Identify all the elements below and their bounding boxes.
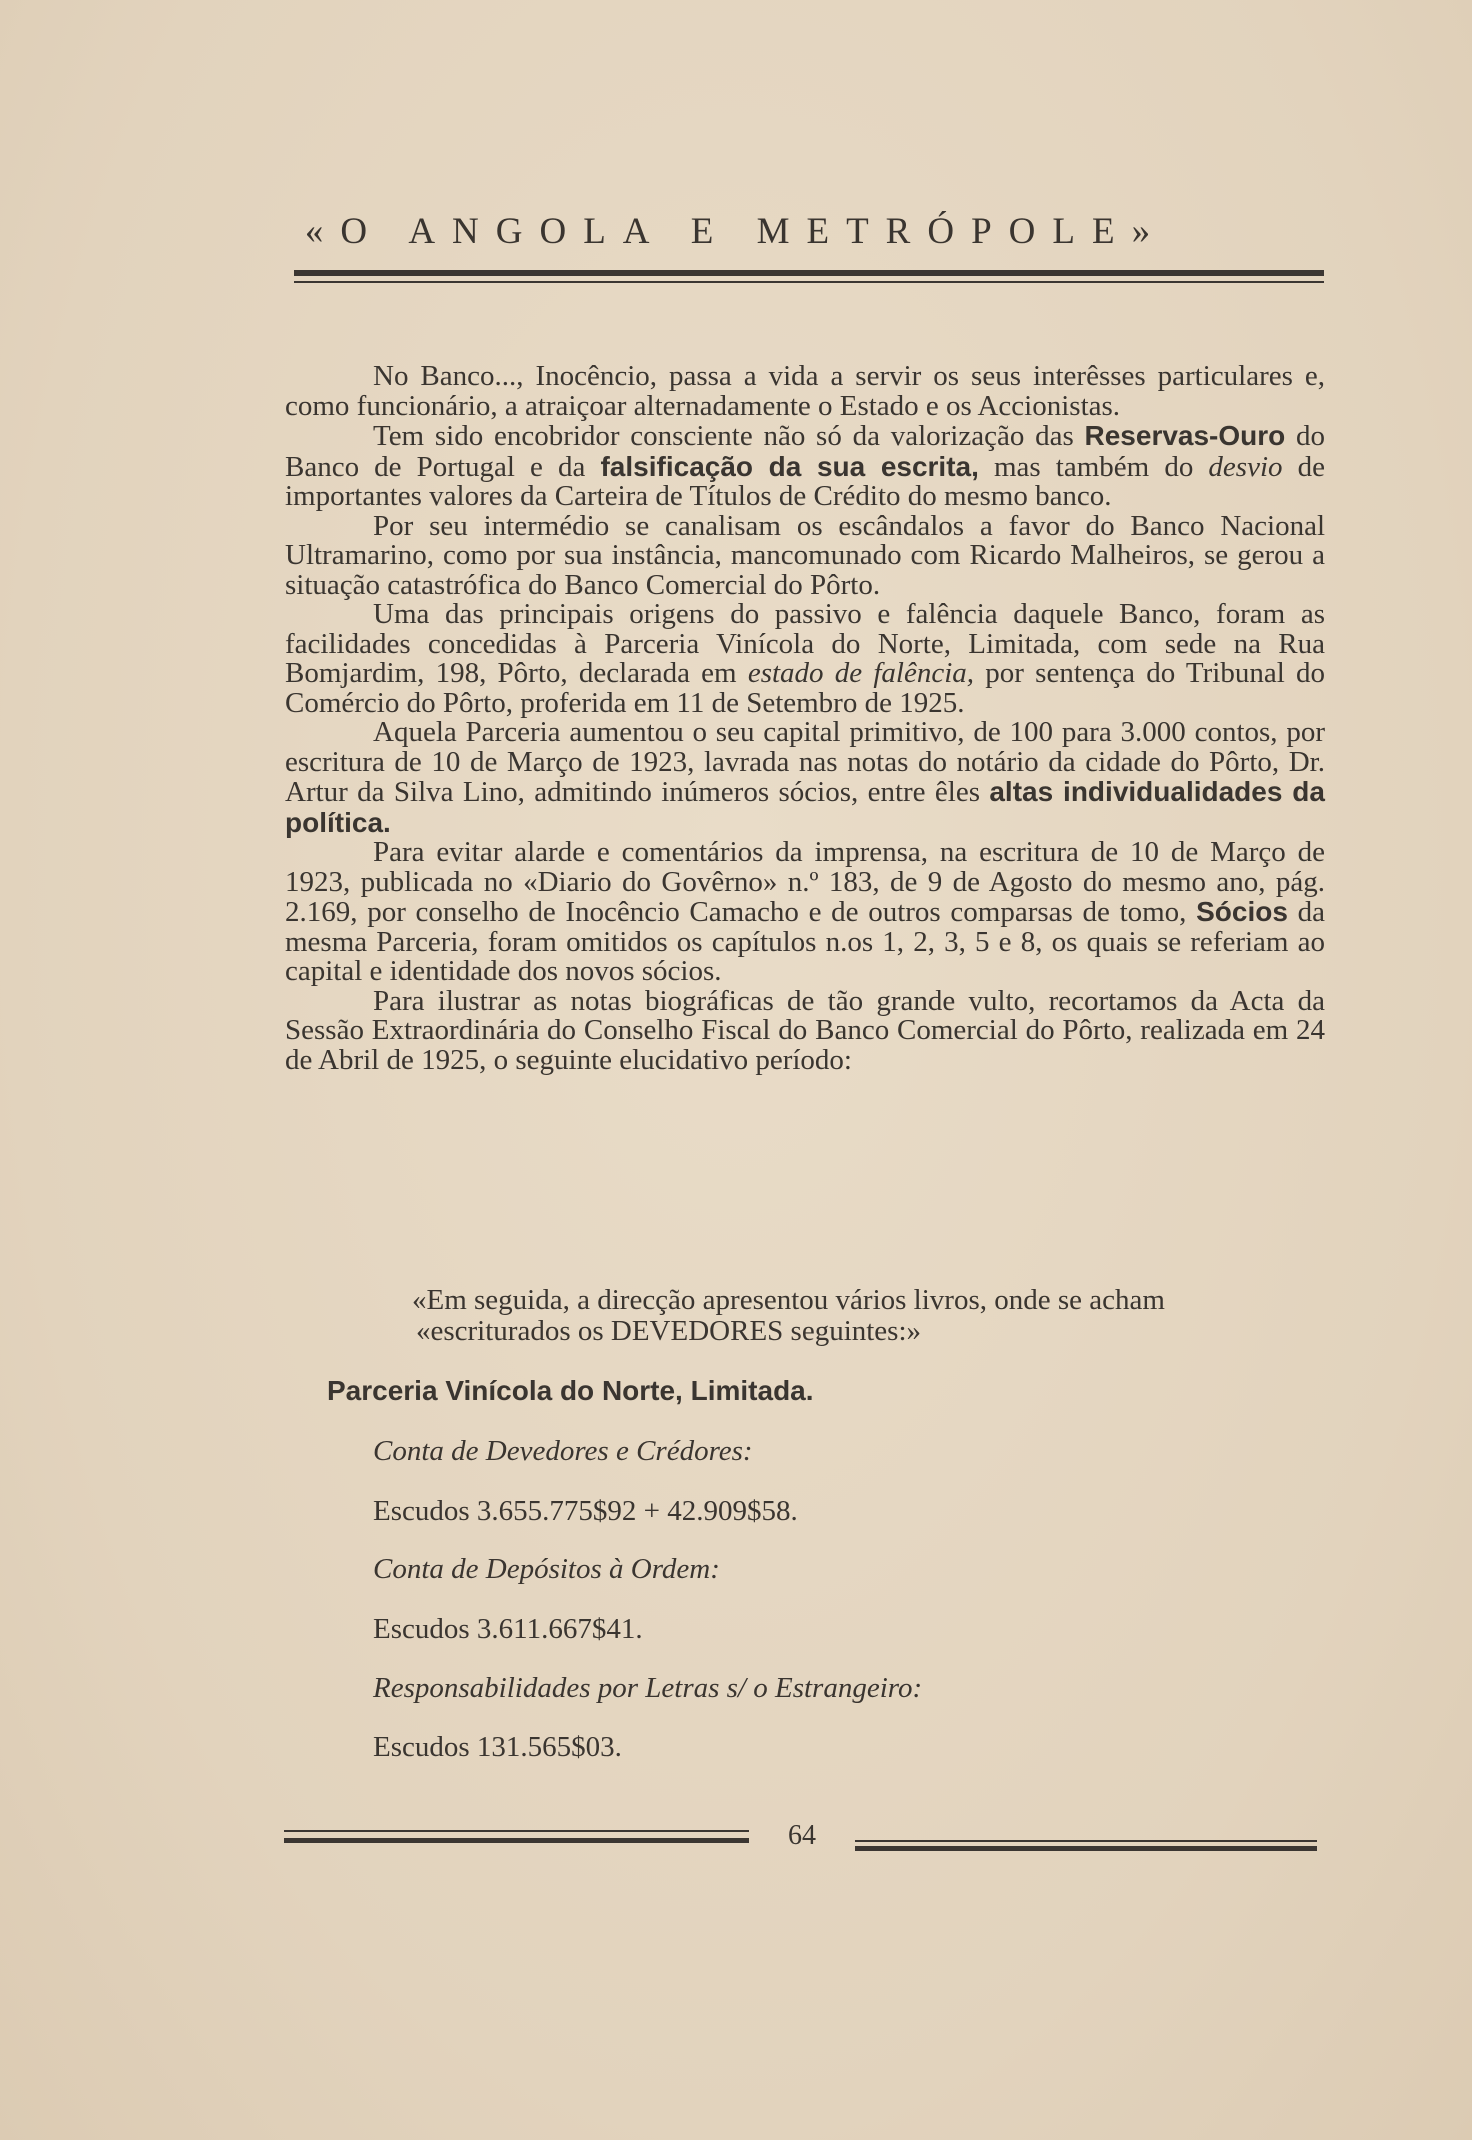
entry-value: Escudos 3.611.667$41. — [373, 1613, 643, 1645]
paragraph: Para ilustrar as notas biográficas de tão grande vulto, recortamos da Acta da Sessão Extraordinária do Conselho Fiscal do Banco Comercial do Pôrto, realizada em 24 de Abril de 1925, o seguinte elucidativo período: — [285, 984, 1325, 1076]
entry-label: Conta de Depósitos à Ordem: — [373, 1553, 720, 1585]
page-number: 64 — [788, 1820, 816, 1851]
paragraph — [285, 421, 1325, 512]
footer-rule — [855, 1846, 1317, 1851]
header-rule — [294, 270, 1324, 276]
quotation — [412, 1285, 1322, 1347]
bold-run: Reservas-Ouro — [1084, 420, 1286, 451]
entry-value: Escudos 131.565$03. — [373, 1731, 622, 1763]
text-run: Aquela Parceria aumentou o seu capital primitivo, de 100 para 3.000 contos, por escritura de 10 de Março de 1923, lavrada nas notas do notário da cidade do Pôrto, Dr. Artur da Silva Lino, admitindo inúmeros sócios, entre êles — [285, 716, 1325, 808]
footer-rule — [284, 1830, 749, 1832]
italic-run: desvio — [1208, 450, 1283, 483]
text-run: mas também do — [978, 450, 1209, 483]
text-run: da mesma Parceria, foram omitidos os capítulos n.os 1, 2, 3, 5 e 8, os quais se referiam ao capital e identidade dos novos sócios. — [285, 896, 1325, 987]
running-header: «O ANGOLA E METRÓPOLE» — [304, 211, 1168, 252]
text-run: Para evitar alarde e comentários da imprensa, na escritura de 10 de Março de 1923, publicada no «Diario do Govêrno» n.º 183, de 9 de Agosto do mesmo ano, pág. 2.169, por conselho de Inocêncio Camacho e de outros comparsas de tomo, — [285, 836, 1325, 928]
paragraph: No Banco..., Inocêncio, passa a vida a servir os seus interêsses particulares e, como funcionário, a atraiçoar alternadamente o Estado e os Accionistas. — [285, 360, 1325, 422]
footer-rule — [855, 1840, 1317, 1842]
quote-line: «escriturados os DEVEDORES seguintes:» — [416, 1315, 922, 1347]
bold-run: Sócios — [1196, 896, 1288, 927]
entry-value: Escudos 3.655.775$92 + 42.909$58. — [373, 1495, 798, 1527]
paragraph: Por seu intermédio se canalisam os escândalos a favor do Banco Nacional Ultramarino, como por sua instância, mancomunado com Ricardo Malheiros, se gerou a situação catastrófica do Banco Comercial do Pôrto. — [285, 509, 1325, 601]
firm-title: Parceria Vinícola do Norte, Limitada. — [327, 1375, 814, 1406]
footer-rule — [284, 1838, 749, 1843]
entry-label: Responsabilidades por Letras s/ o Estrangeiro: — [373, 1672, 923, 1704]
text-run: do Banco de Portugal e da — [285, 420, 1326, 483]
bold-run: falsificação da sua escrita, — [600, 450, 979, 482]
paragraph — [285, 600, 1325, 718]
paragraph — [285, 718, 1325, 838]
header-rule-thin — [294, 281, 1324, 283]
body-text — [285, 362, 1325, 1075]
bold-run: altas individualidades da política. — [285, 776, 1325, 838]
text-run: Tem sido encobridor consciente não só da valorização das — [373, 420, 1085, 452]
italic-run: estado de falência, — [747, 657, 975, 689]
entry-label: Conta de Devedores e Crédores: — [373, 1435, 753, 1467]
text-run: de importantes valores da Carteira de Títulos de Crédito do mesmo banco. — [285, 450, 1325, 512]
text-run: Uma das principais origens do passivo e falência daquele Banco, foram as facilidades concedidas à Parceria Vinícola do Norte, Limitada, com sede na Rua Bomjardim, 198, Pôrto, declarada em — [285, 598, 1325, 689]
quote-line: «Em seguida, a direcção apresentou vários livros, onde se acham — [412, 1284, 1165, 1316]
paragraph — [285, 838, 1325, 987]
text-run: por sentença do Tribunal do Comércio do Pôrto, proferida em 11 de Setembro de 1925. — [285, 657, 1325, 719]
